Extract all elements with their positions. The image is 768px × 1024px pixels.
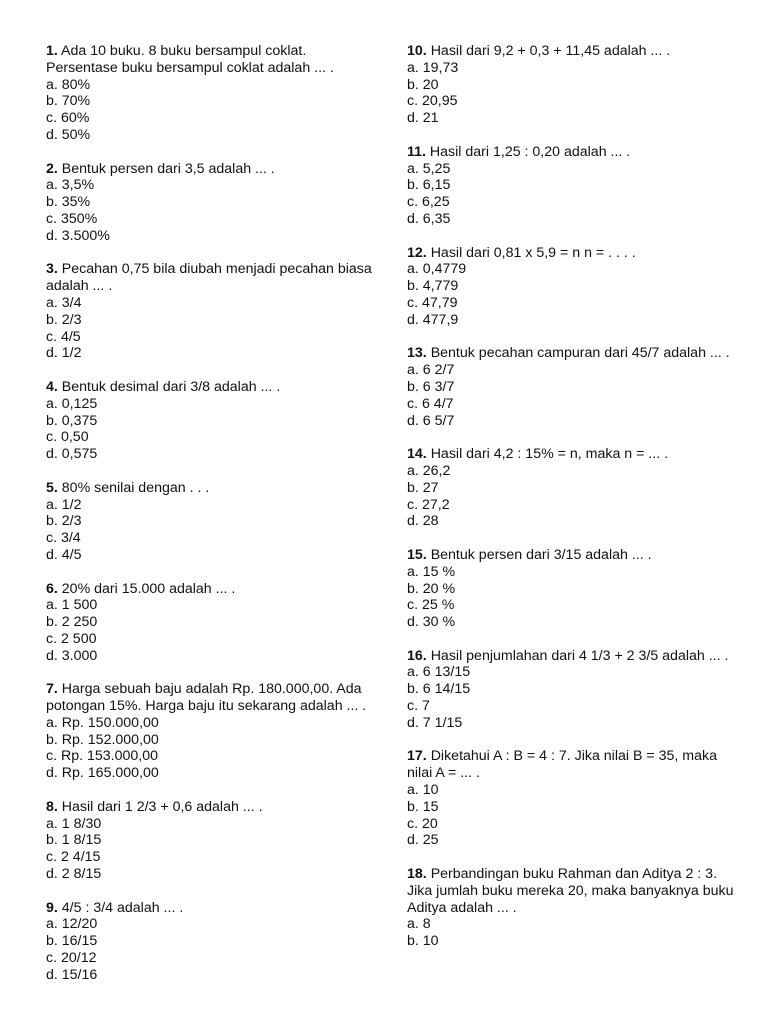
- answer-option: b. 6 3/7: [407, 378, 455, 395]
- question-stem: [46, 261, 376, 295]
- answer-option: a. 6 13/15: [407, 664, 471, 681]
- question-number: 4.: [46, 378, 58, 395]
- question: [407, 748, 737, 849]
- answer-option: a. 19,73: [407, 59, 459, 76]
- question-number: 16.: [407, 647, 427, 664]
- question-stem: [46, 900, 376, 917]
- answer-option: b. 1 8/15: [46, 832, 102, 849]
- answer-option: a. 0,125: [46, 395, 98, 412]
- question: [407, 547, 737, 631]
- answer-option: c. 6,25: [407, 194, 450, 211]
- question-stem: [46, 161, 376, 178]
- question-stem: [407, 345, 737, 362]
- answer-option: d. 21: [407, 110, 439, 127]
- question-text: Hasil dari 0,81 x 5,9 = n n = . . . .: [430, 244, 636, 261]
- question-text: Pecahan 0,75 bila diubah menjadi pecahan biasa adalah ... .: [46, 261, 372, 295]
- answer-option: a. 3/4: [46, 294, 82, 311]
- answer-option: c. 25 %: [407, 597, 455, 614]
- question-text: Diketahui A : B = 4 : 7. Jika nilai B = 35, maka nilai A = ... .: [407, 748, 717, 782]
- answer-option: a. 5,25: [407, 160, 451, 177]
- answer-option: d. 3.500%: [46, 227, 110, 244]
- question-stem: [407, 748, 737, 782]
- answer-option: d. 2 8/15: [46, 866, 102, 883]
- answer-option: b. 2 250: [46, 614, 98, 631]
- question: [407, 43, 737, 127]
- left-column: [46, 43, 376, 1000]
- answer-option: a. Rp. 150.000,00: [46, 714, 159, 731]
- question-text: 20% dari 15.000 adalah ... .: [61, 580, 236, 597]
- question: [46, 900, 376, 984]
- answer-option: c. 4/5: [46, 328, 81, 345]
- answer-option: c. 60%: [46, 110, 90, 127]
- answer-option: a. 10: [407, 782, 439, 799]
- answer-option: d. 0,575: [46, 446, 98, 463]
- answer-option: c. 2 500: [46, 630, 97, 647]
- question-text: Hasil dari 4,2 : 15% = n, maka n = ... .: [430, 446, 669, 463]
- answer-option: b. 70%: [46, 93, 91, 110]
- question-number: 1.: [46, 43, 58, 59]
- answer-option: b. 2/3: [46, 311, 82, 328]
- answer-option: b. 4,779: [407, 278, 459, 295]
- answer-option: b. 0,375: [46, 412, 98, 429]
- answer-option: d. 15/16: [46, 966, 98, 983]
- question-stem: [46, 681, 376, 715]
- question-number: 17.: [407, 748, 427, 765]
- question-number: 15.: [407, 546, 427, 563]
- question-text: Hasil dari 1,25 : 0,20 adalah ... .: [429, 143, 631, 160]
- answer-option: a. 26,2: [407, 462, 451, 479]
- answer-option: d. 50%: [46, 126, 91, 143]
- answer-option: a. 3,5%: [46, 177, 95, 194]
- answer-option: d. 6,35: [407, 210, 451, 227]
- question: [407, 866, 737, 950]
- question-number: 6.: [46, 580, 58, 597]
- question: [407, 648, 737, 732]
- answer-option: b. 27: [407, 479, 439, 496]
- answer-option: d. 25: [407, 832, 439, 849]
- question: [46, 799, 376, 883]
- answer-option: b. 20: [407, 76, 439, 93]
- question-text: Hasil penjumlahan dari 4 1/3 + 2 3/5 adalah ... .: [430, 647, 729, 664]
- question-number: 13.: [407, 345, 427, 362]
- question: [46, 43, 376, 144]
- question: [407, 245, 737, 329]
- question: [46, 161, 376, 245]
- question: [46, 379, 376, 463]
- answer-option: d. 7 1/15: [407, 714, 463, 731]
- question-text: Hasil dari 1 2/3 + 0,6 adalah ... .: [61, 798, 263, 815]
- question: [407, 144, 737, 228]
- answer-option: c. 3/4: [46, 530, 81, 547]
- answer-option: c. 27,2: [407, 496, 450, 513]
- answer-option: a. 1/2: [46, 496, 82, 513]
- right-column: [407, 43, 737, 967]
- answer-option: c. 20,95: [407, 93, 458, 110]
- answer-option: d. 3.000: [46, 647, 98, 664]
- answer-option: a. 1 500: [46, 597, 98, 614]
- question-text: Perbandingan buku Rahman dan Aditya 2 : 3. Jika jumlah buku mereka 20, maka banyaknya buku Aditya adalah ... .: [407, 866, 734, 916]
- question-stem: [407, 648, 737, 665]
- question-stem: [46, 581, 376, 598]
- answer-option: b. 35%: [46, 194, 91, 211]
- answer-option: a. 80%: [46, 76, 91, 93]
- answer-option: b. 10: [407, 933, 439, 950]
- answer-option: d. 30 %: [407, 614, 456, 631]
- answer-option: c. 2 4/15: [46, 849, 101, 866]
- answer-option: c. 47,79: [407, 294, 458, 311]
- answer-option: c. 20/12: [46, 950, 97, 967]
- question-text: Hasil dari 9,2 + 0,3 + 11,45 adalah ... .: [430, 43, 671, 59]
- question: [46, 581, 376, 665]
- question-text: 80% senilai dengan . . .: [61, 479, 210, 496]
- question-text: Bentuk pecahan campuran dari 45/7 adalah ... .: [430, 345, 730, 362]
- question-number: 7.: [46, 681, 58, 698]
- answer-option: a. 6 2/7: [407, 362, 455, 379]
- answer-option: c. Rp. 153.000,00: [46, 748, 159, 765]
- question: [407, 345, 737, 429]
- answer-option: b. 6 14/15: [407, 681, 471, 698]
- question-stem: [407, 43, 737, 60]
- question-number: 2.: [46, 160, 58, 177]
- question-stem: [407, 866, 737, 916]
- answer-option: c. 350%: [46, 210, 98, 227]
- question-stem: [407, 547, 737, 564]
- question-stem: [46, 43, 376, 77]
- question-number: 8.: [46, 798, 58, 815]
- answer-option: c. 0,50: [46, 429, 89, 446]
- question: [46, 681, 376, 782]
- answer-option: c. 6 4/7: [407, 395, 454, 412]
- answer-option: c. 20: [407, 815, 438, 832]
- question: [46, 480, 376, 564]
- answer-option: d. Rp. 165.000,00: [46, 765, 159, 782]
- answer-option: d. 477,9: [407, 311, 459, 328]
- question-number: 11.: [407, 143, 426, 160]
- answer-option: b. 16/15: [46, 933, 98, 950]
- question-stem: [407, 446, 737, 463]
- question-number: 10.: [407, 43, 427, 59]
- answer-option: d. 6 5/7: [407, 412, 455, 429]
- answer-option: b. 20 %: [407, 580, 456, 597]
- question-stem: [407, 245, 737, 262]
- question-text: Bentuk persen dari 3/15 adalah ... .: [430, 546, 652, 563]
- question-number: 9.: [46, 899, 58, 916]
- question-text: Harga sebuah baju adalah Rp. 180.000,00. Ada potongan 15%. Harga baju itu sekarang adalah ... .: [46, 681, 367, 715]
- question-text: 4/5 : 3/4 adalah ... .: [61, 899, 184, 916]
- question-stem: [407, 144, 737, 161]
- question-number: 12.: [407, 244, 427, 261]
- question-stem: [46, 799, 376, 816]
- answer-option: a. 15 %: [407, 563, 456, 580]
- question-number: 18.: [407, 866, 427, 883]
- answer-option: a. 8: [407, 916, 431, 933]
- question-number: 14.: [407, 446, 427, 463]
- answer-option: b. 15: [407, 798, 439, 815]
- answer-option: b. 6,15: [407, 177, 451, 194]
- answer-option: b. Rp. 152.000,00: [46, 731, 159, 748]
- answer-option: d. 28: [407, 513, 439, 530]
- question-text: Bentuk persen dari 3,5 adalah ... .: [61, 160, 275, 177]
- question: [407, 446, 737, 530]
- question-stem: [46, 480, 376, 497]
- question-text: Bentuk desimal dari 3/8 adalah ... .: [61, 378, 281, 395]
- answer-option: d. 4/5: [46, 546, 82, 563]
- question-stem: [46, 379, 376, 396]
- question-text: Ada 10 buku. 8 buku bersampul coklat. Persentase buku bersampul coklat adalah ... .: [46, 43, 334, 76]
- question-number: 3.: [46, 261, 58, 278]
- answer-option: a. 0,4779: [407, 261, 467, 278]
- question-number: 5.: [46, 479, 58, 496]
- answer-option: b. 2/3: [46, 513, 82, 530]
- answer-option: c. 7: [407, 698, 430, 715]
- question: [46, 261, 376, 362]
- answer-option: d. 1/2: [46, 345, 82, 362]
- answer-option: a. 12/20: [46, 916, 98, 933]
- answer-option: a. 1 8/30: [46, 815, 102, 832]
